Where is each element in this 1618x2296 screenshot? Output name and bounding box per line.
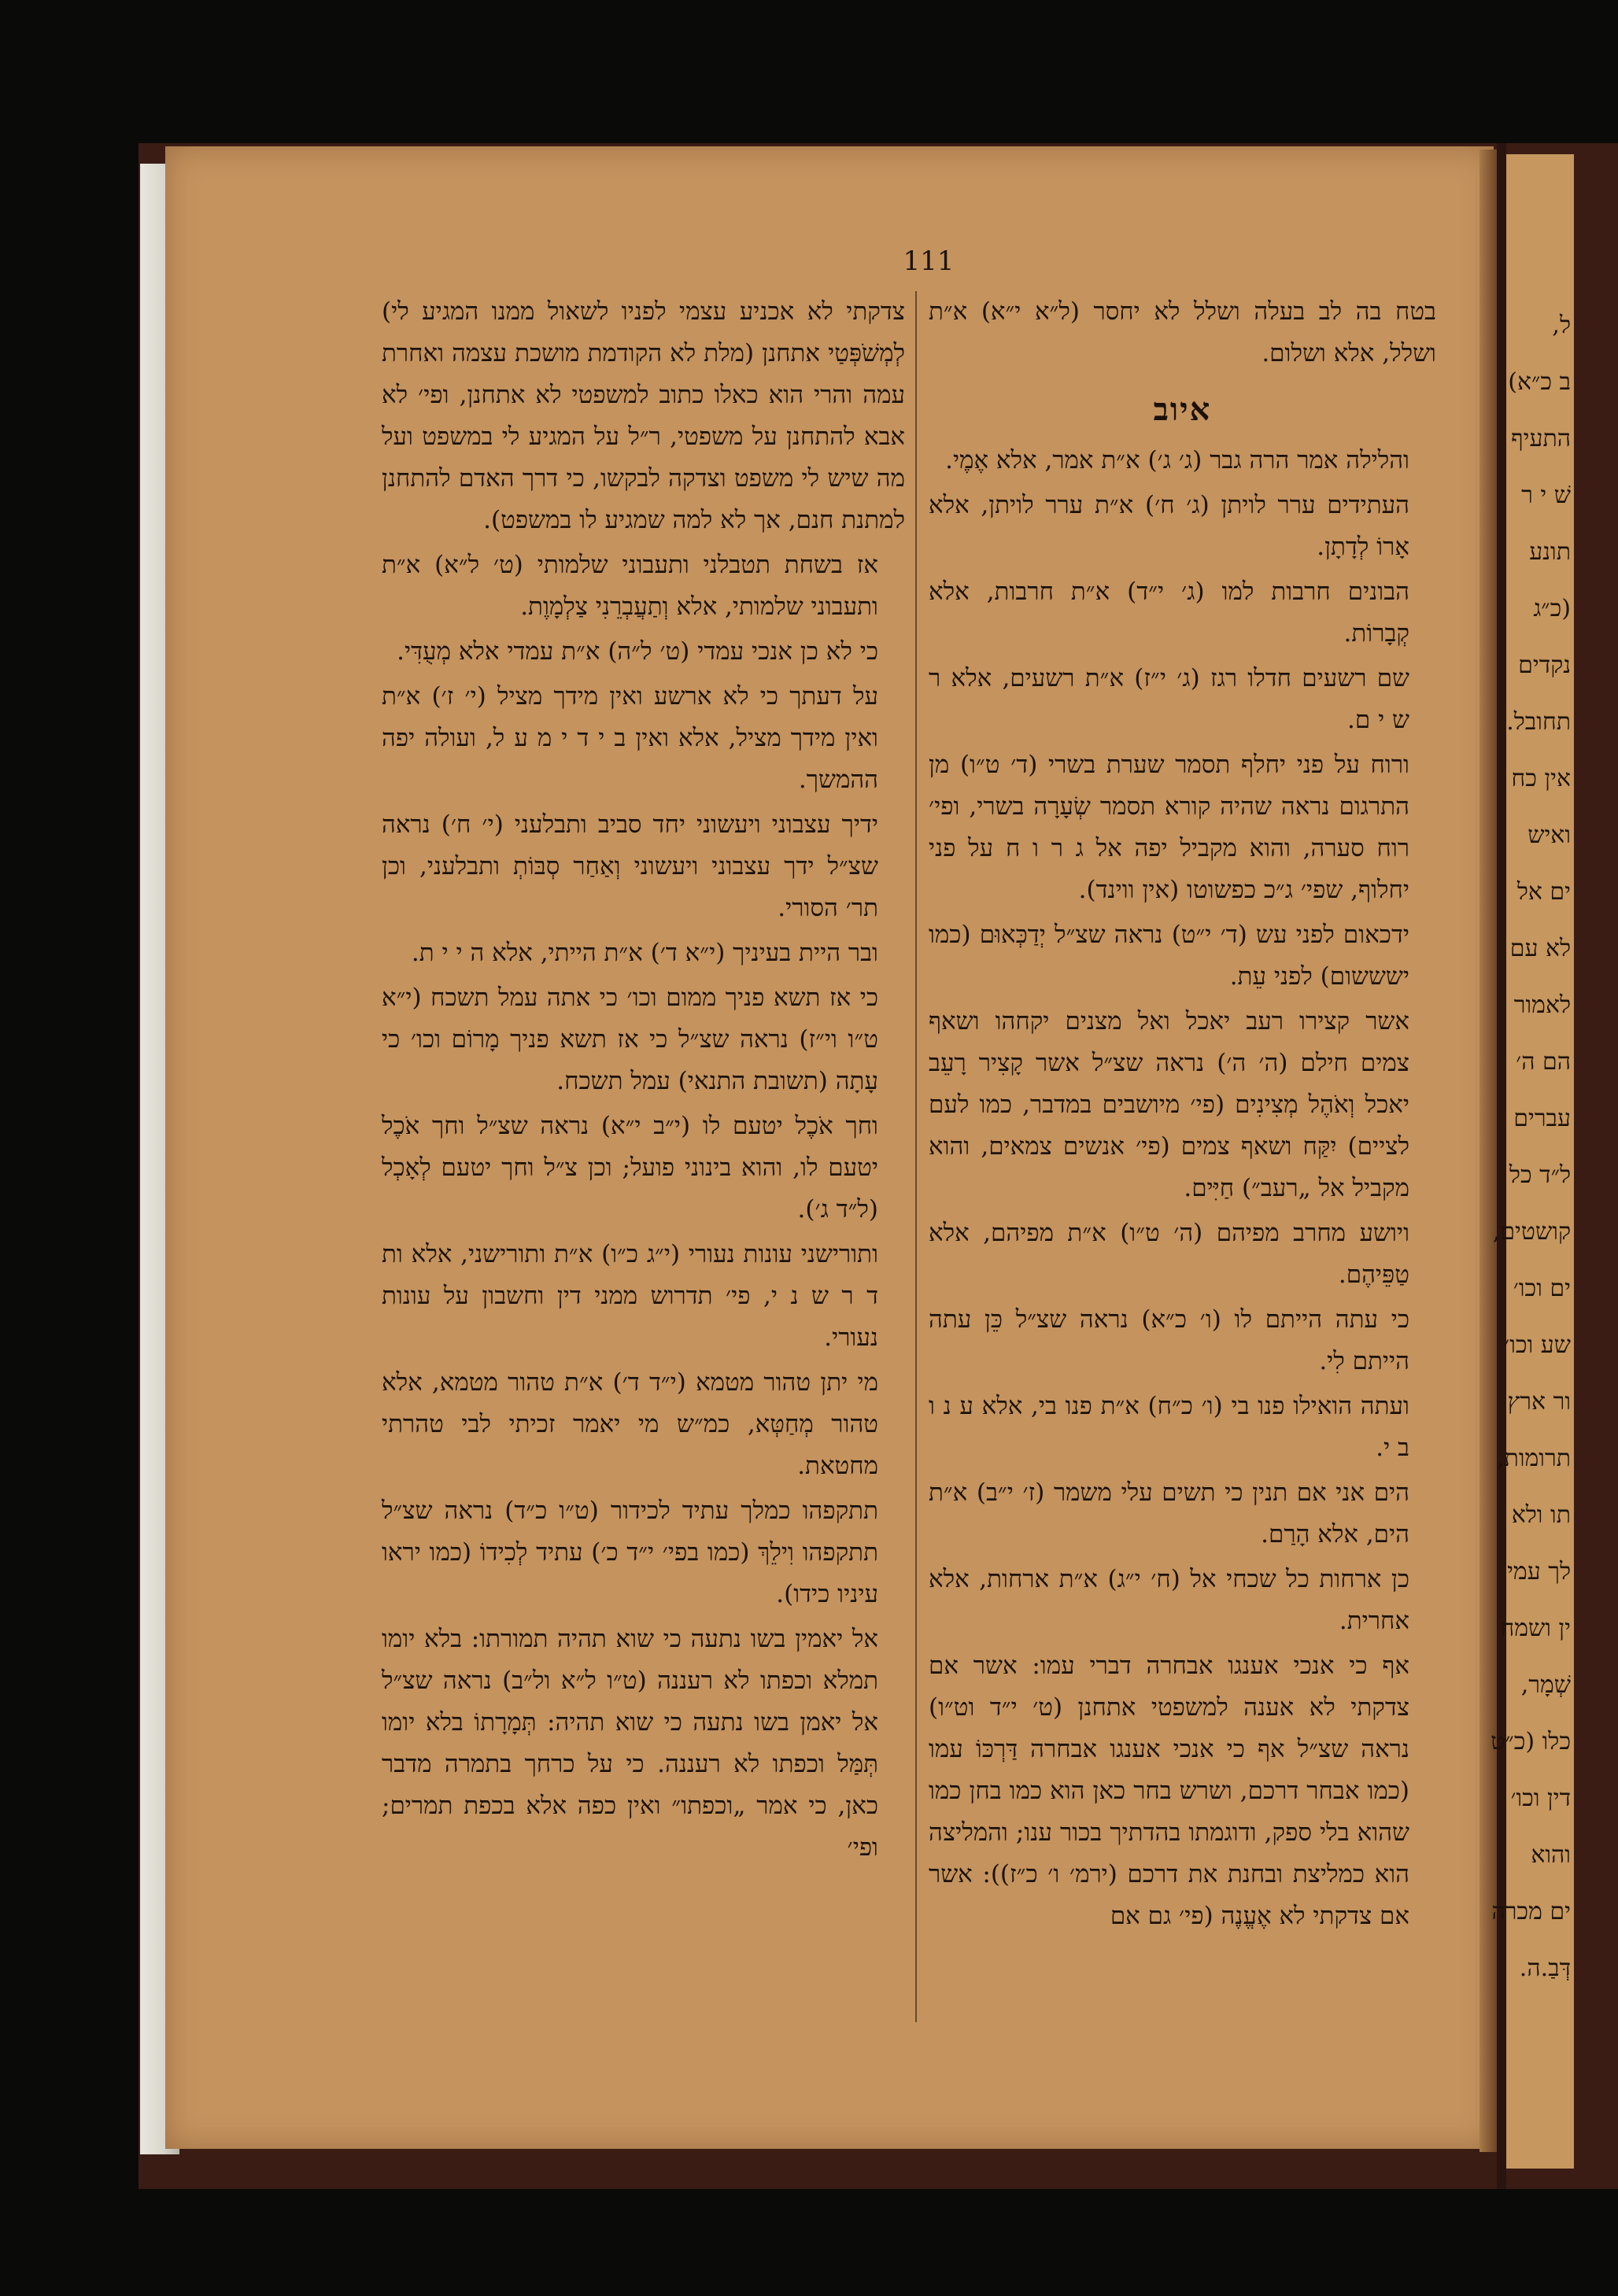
right-column-paragraph: אשר קצירו רעב יאכל ואל מצנים יקחהו ושאף צמים חילם (ה׳ ה׳) נראה שצ״ל אשר קָצִיר רָעֵב יאכל וְאֹהֶל מְצִינִים (פי׳ מיושבים במדבר, כמו לעם לציים) יִקַּח ושאף צמים (פי׳ אנשים צמאים, והוא מקביל אל „רעב״) חַיִּים. xyxy=(929,1007,1409,1202)
left-column-paragraph: תתקפהו כמלך עתיד לכידור (ט״ו כ״ד) נראה שצ״ל תתקפהו וִילֵךְ (כמו בפי׳ י״ד כ׳) עתיד לְכִידוֹ (כמו יראו עיניו כידו). xyxy=(382,1497,878,1608)
left-column-paragraph: מי יתן טהור מטמא (י״ד ד׳) א״ת טהור מטמא, אלא טהור מְחַטְּא, כמ״ש מי יאמר זכיתי לבי טהרתי מחטאת. xyxy=(382,1368,878,1480)
right-column-paragraph: שם רשעים חדלו רגז (ג׳ י״ז) א״ת רשעים, אלא ר ש י ם. xyxy=(929,664,1409,734)
adjacent-page-text: ים מכרה xyxy=(1491,1898,1571,1925)
right-column-paragraph: ועתה הואילו פנו בי (ו׳ כ״ח) א״ת פנו בי, אלא ע נ ו ב י. xyxy=(929,1392,1409,1462)
left-column-paragraph: ובר היית בעיניך (י״א ד׳) א״ת הייתי, אלא ה י י ת. xyxy=(411,939,878,967)
left-column-paragraph: על דעתך כי לא ארשע ואין מידך מציל (י׳ ז׳) א״ת ואין מידך מציל, אלא ואין ב י ד י מ ע ל, ועולה יפה ההמשך. xyxy=(382,682,878,794)
adjacent-page-text: אין כח xyxy=(1511,765,1571,792)
adjacent-page-text: התעיף xyxy=(1511,425,1571,452)
adjacent-page-text: שׁ י ר xyxy=(1521,482,1571,509)
adjacent-page-fragment xyxy=(1491,154,1574,2169)
right-column xyxy=(929,291,1436,1940)
right-column-paragraph: ידכאום לפני עש (ד׳ י״ט) נראה שצ״ל יְדַכְּאוּם (כמו ישששום) לפני עֵת. xyxy=(929,921,1409,991)
page-number: 111 xyxy=(903,245,955,277)
opening-verse: בטח בה לב בעלה ושלל לא יחסר (ל״א י״א) א״ת ושלל, אלא ושלום. xyxy=(929,297,1436,367)
right-column-paragraph: כי עתה הייתם לו (ו׳ כ״א) נראה שצ״ל כֵּן עתה הייתם לִי. xyxy=(929,1305,1409,1375)
column-divider xyxy=(915,291,917,2022)
section-title: איוב xyxy=(1153,391,1212,428)
adjacent-page-text: (כ״ג xyxy=(1533,595,1571,622)
adjacent-page-text: ואיש xyxy=(1527,821,1571,849)
left-column xyxy=(382,291,905,1872)
adjacent-page-text: והוא xyxy=(1531,1841,1571,1869)
adjacent-page-text: ין ושמח xyxy=(1500,1615,1571,1642)
left-column-paragraph: וחך אֹכֶל יטעם לו (י״ב י״א) נראה שצ״ל וחך אֹכֶל יטעם לו, והוא בינוני פועל; וכן צ״ל וחך יטעם לְאָכְל (ל״ד ג׳). xyxy=(382,1112,878,1224)
adjacent-page-text: דין וכו׳ xyxy=(1510,1785,1571,1812)
adjacent-page-text: תו ולא xyxy=(1511,1501,1571,1529)
adjacent-page-text: ל״ד כל xyxy=(1509,1161,1571,1189)
right-column-paragraph: והלילה אמר הרה גבר (ג׳ ג׳) א״ת אמר, אלא אֶמֶי. xyxy=(945,446,1409,474)
page-fold-shadow xyxy=(1479,149,1497,2152)
adjacent-page-text: ים אל xyxy=(1516,878,1571,906)
left-column-paragraph: ידיך עצבוני ויעשוני יחד סביב ותבלעני (י׳ ח׳) נראה שצ״ל ידך עצבוני ויעשוני וְאַחַר סְבּוֹתְ ותבלעני, וכן תר׳ הסורי. xyxy=(382,810,878,922)
book-gutter xyxy=(1497,143,1506,2189)
adjacent-page-text: שְׁמָר, xyxy=(1520,1671,1571,1699)
right-column-paragraph: ויושע מחרב מפיהם (ה׳ ט״ו) א״ת מפיהם, אלא טַפֵּיהֶם. xyxy=(929,1219,1409,1289)
right-column-paragraph: ורוח על פני יחלף תסמר שערת בשרי (ד׳ ט״ו) מן התרגום נראה שהיה קורא תסמר שְׂעָרָה בשרי, ופי׳ רוח סערה, והוא מקביל יפה אל ג ר ו ח על פני יחלוף, שפי׳ ג״כ כפשוטו (אין ווינד). xyxy=(929,751,1409,904)
adjacent-page-text: שע וכו׳ xyxy=(1504,1331,1571,1359)
adjacent-page-text: ור ארץ xyxy=(1507,1388,1571,1416)
adjacent-page-text: ב כ״א) xyxy=(1508,368,1571,396)
adjacent-page-text: נקדים xyxy=(1518,652,1571,679)
left-column-paragraph: ותורישני עונות נעורי (י״ג כ״ו) א״ת ותורישני, אלא ות ד ר ש נ י, פי׳ תדרוש ממני דין וחשבון על עונות נעורי. xyxy=(382,1240,878,1352)
adjacent-page-text: תרומות, xyxy=(1497,1445,1571,1472)
adjacent-page-text: ל, xyxy=(1552,312,1571,339)
adjacent-page-text: תחובל. xyxy=(1506,708,1571,736)
adjacent-page-text: לא עם xyxy=(1509,935,1571,962)
right-column-paragraph: הבונים חרבות למו (ג׳ י״ד) א״ת חרבות, אלא קְבָרוֹת. xyxy=(929,578,1409,648)
adjacent-page-text: לאמור xyxy=(1513,991,1571,1019)
adjacent-page-text: ים וכו׳ xyxy=(1513,1275,1571,1302)
right-column-paragraph: כן ארחות כל שכחי אל (ח׳ י״ג) א״ת ארחות, אלא אחרית. xyxy=(929,1565,1409,1635)
adjacent-page-text: קושטים, xyxy=(1492,1218,1571,1246)
right-column-paragraph: הים אני אם תנין כי תשים עלי משמר (ז׳ י״ב) א״ת הים, אלא הָרַם. xyxy=(929,1478,1409,1549)
left-column-paragraph: אל יאמין בשו נתעה כי שוא תהיה תמורתו: בלא יומו תמלא וכפתו לא רעננה (ט״ו ל״א ול״ב) נראה שצ״ל אל יאמן בשו נתעה כי שוא תהיה: תְּמָרָתוֹ בלא יומו תְּמַּל וכפתו לא רעננה. כי על כרחך בתמרה מדבר כאן, כי אמר „וכפתו״ ואין כפה אלא בכפת תמרים; ופי׳ xyxy=(382,1625,878,1862)
adjacent-page-text: הם ה׳ xyxy=(1516,1048,1571,1076)
left-column-paragraph: כי אז תשא פניך ממום וכו׳ כי אתה עמל תשכח (י״א ט״ו וי״ז) נראה שצ״ל כי אז תשא פניך מָרוֹם וכו׳ כי עָתָה (תשובת התנאי) עמל תשכח. xyxy=(382,984,878,1095)
adjacent-page-text: תונע xyxy=(1529,538,1571,566)
adjacent-page-text: דְּבַ.ה. xyxy=(1519,1955,1571,1982)
left-column-paragraph: אז בשחת תטבלני ותעבוני שלמותי (ט׳ ל״א) א״ת ותעבוני שלמותי, אלא וְתַעֲבְרֵנִי צַלְמָוֶת. xyxy=(382,551,878,621)
adjacent-page-text: לך עמי xyxy=(1507,1558,1571,1585)
left-column-paragraph: כי לא כן אנכי עמדי (ט׳ ל״ה) א״ת עמדי אלא מְעֻדִּי. xyxy=(397,637,878,666)
adjacent-page-text: כלו (כ״ט xyxy=(1491,1728,1571,1755)
adjacent-page-text: עברים xyxy=(1513,1105,1571,1132)
right-column-paragraph: אף כי אנכי אענגו אבחרה דברי עמו: אשר אם צדקתי לא אענה למשפטי אתחנן (ט׳ י״ד וט״ו) נראה שצ״ל אף כי אנכי אענגו אבחרה דַּרְכּוֹ עמו (כמו אבחר דרכם, ושרש בחר כאן הוא כמו בחן כמו שהוא בלי ספק, ודוגמתו בהדתיך בכור ענו; והמליצה הוא כמליצת ובחנת את דרכם (ירמ׳ ו׳ כ״ז)): אשר אם צדקתי לא אֶעֱנֶה (פי׳ גם אם xyxy=(929,1652,1409,1930)
right-column-paragraph: העתידים ערר לויתן (ג׳ ח׳) א״ת ערר לויתן, אלא אָרוֹ לְדָתָן. xyxy=(929,491,1409,561)
left-column-paragraph: צדקתי לא אכניע עצמי לפניו לשאול ממנו המגיע לי) לְמְשֹׁפְּטַי אתחנן (מלת לא הקודמת מושכת עצמה ואחרת עמה והרי הוא כאלו כתוב למשפטי לא אתחנן, ופי׳ לא אבא להתחנן על משפטי, ר״ל על המגיע לי במשפט ועל מה שיש לי משפט וצדקה לבקשו, כי דרך האדם להתחנן למתנת חנם, אך לא למה שמגיע לו במשפט). xyxy=(382,297,905,534)
